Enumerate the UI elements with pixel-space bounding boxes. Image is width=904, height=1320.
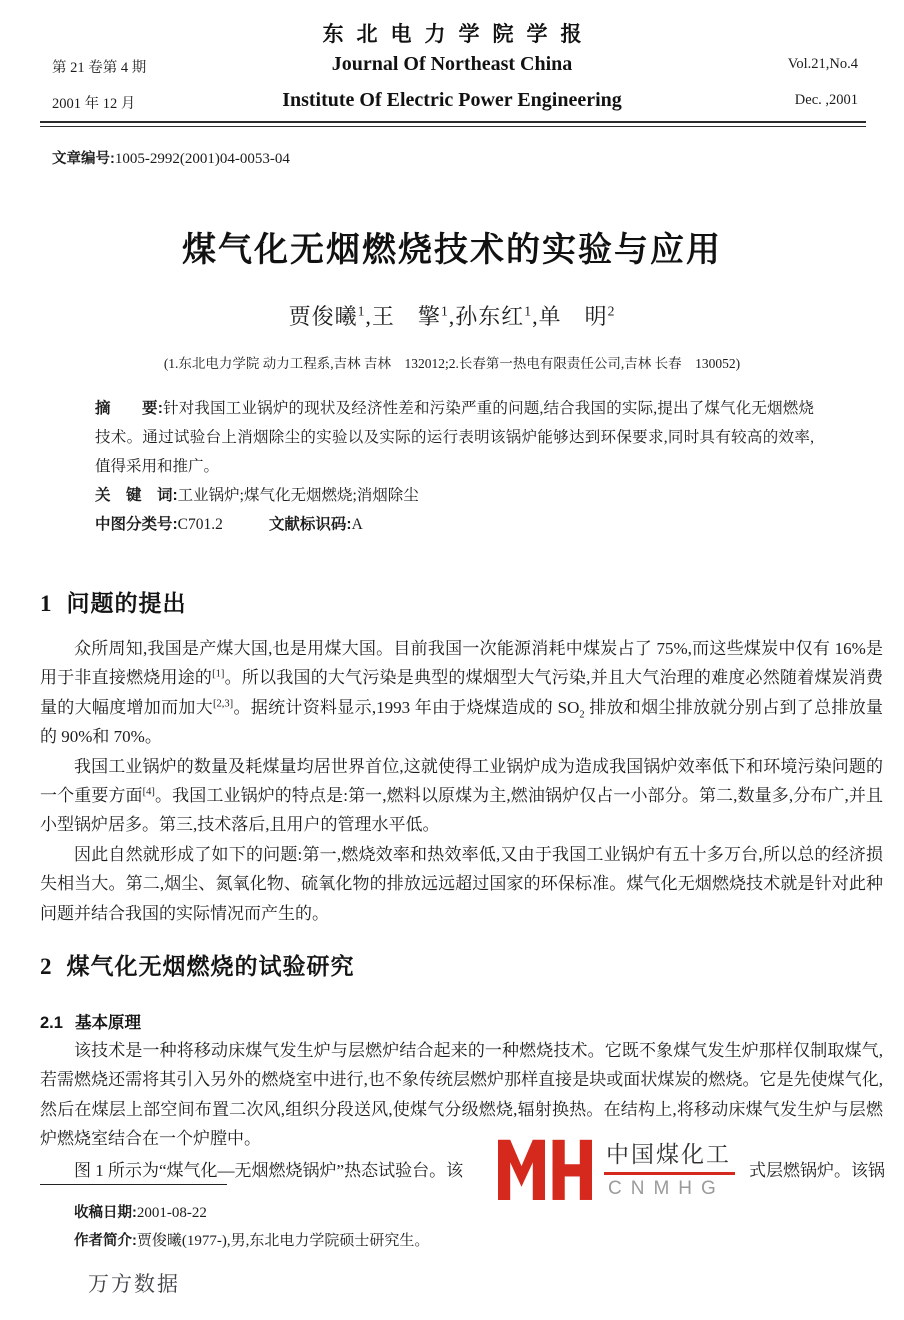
author-bio-value: 贾俊曦(1977-),男,东北电力学院硕士研究生。: [136, 1233, 430, 1249]
clc-value: C701.2: [177, 516, 223, 533]
figure-1-sentence-start: 图 1 所示为“煤气化—无烟燃烧锅炉”热态试验台。该: [74, 1161, 464, 1180]
section-1-title: 问题的提出: [66, 591, 187, 616]
coal-chem-logo-icon: [498, 1136, 592, 1200]
journal-title-cn: 东北电力学院学报: [322, 23, 595, 46]
received-date-line: [74, 1201, 207, 1222]
paragraph: 该技术是一种将移动床煤气发生炉与层燃炉结合起来的一种燃烧技术。它既不象煤气发生炉那样仅制取煤气,若需燃烧还需将其引入另外的燃烧室中进行,也不象传统层燃炉那样直接是块或面状煤炭的燃烧。它是先使煤气化,然后在煤层上部空间布置二次风,组织分段送风,使煤气分级燃烧,辐射换热。在结构上,将移动床煤气发生炉与层燃炉燃烧室结合在一个炉膛中。: [40, 1041, 883, 1149]
article-number-value: 1005-2992(2001)04-0053-04: [114, 151, 290, 167]
paragraph: 众所周知,我国是产煤大国,也是用煤大国。目前我国一次能源消耗中煤炭占了 75%,而这些煤炭中仅有 16%是用于非直接燃烧用途的[1]。所以我国的大气污染是典型的煤烟型大气污染,并且大气治理的难度必然随着煤炭消费量的大幅度增加而加大[2,3]。据统计资料显示,1993 年由于烧煤造成的 $SO_2$ 排放和烟尘排放就分别占到了总排放量的 90%和 70%。: [40, 639, 884, 747]
clc-label: 中图分类号:: [95, 516, 178, 533]
section-1-number: 1: [40, 591, 53, 616]
section-2-1-title: 基本原理: [74, 1014, 141, 1032]
section-2-body: [40, 1036, 883, 1154]
doc-code-label: 文献标识码:: [268, 516, 352, 533]
coal-chem-brand-cn: 中国煤化工: [604, 1136, 735, 1175]
author-bio-line: [74, 1229, 429, 1250]
received-date-value: 2001-08-22: [136, 1205, 207, 1221]
article-number: [52, 147, 290, 168]
keywords-line: [95, 481, 814, 510]
figure-1-sentence-end: 式层燃锅炉。该锅: [749, 1161, 885, 1180]
coal-chem-watermark: [498, 1136, 743, 1202]
footnote-divider: [40, 1184, 227, 1185]
abstract-paragraph: [95, 394, 814, 481]
abstract-block: [95, 394, 814, 539]
issue-info-cn: 第 21 卷第 4 期: [52, 60, 147, 76]
section-1-body: [40, 634, 883, 928]
wanfang-data-watermark: 万方数据: [88, 1273, 180, 1296]
volume-number-en: Vol.21,No.4: [787, 56, 858, 72]
header-divider: [40, 121, 866, 127]
section-2-1-number: 2.1: [40, 1014, 63, 1032]
paragraph: 因此自然就形成了如下的问题:第一,燃烧效率和热效率低,又由于我国工业锅炉有五十多万台,所以总的经济损失相当大。第二,烟尘、氮氧化物、硫氧化物的排放远远超过国家的环保标准。煤气化无烟燃烧技术就是针对此种问题并结合我国的实际情况而产生的。: [40, 844, 883, 923]
classification-line: [95, 510, 814, 539]
figure-1-sentence: [40, 1156, 885, 1185]
header-row-2: [0, 89, 904, 116]
article-number-label: 文章编号:: [52, 151, 115, 167]
paper-title: 煤气化无烟燃烧技术的实验与应用: [182, 231, 722, 269]
issue-date-cn: 2001 年 12 月: [52, 96, 136, 112]
coal-chem-brand-en: CNMHG: [608, 1178, 725, 1199]
journal-title-en-line2: Institute Of Electric Power Engineering: [282, 89, 622, 111]
keywords-text: 工业锅炉;煤气化无烟燃烧;消烟除尘: [177, 487, 419, 504]
issue-date-en: Dec. ,2001: [794, 92, 858, 108]
author-bio-label: 作者简介:: [74, 1233, 137, 1249]
doc-code-value: A: [351, 516, 363, 533]
affiliation-line: (1.东北电力学院 动力工程系,吉林 吉林 132012;2.长春第一热电有限责任公司,吉林 长春 130052): [163, 356, 741, 371]
abstract-label: 摘 要:: [95, 400, 163, 417]
abstract-text: 针对我国工业锅炉的现状及经济性差和污染严重的问题,结合我国的实际,提出了煤气化无烟燃烧技术。通过试验台上消烟除尘的实验以及实际的运行表明该锅炉能够达到环保要求,同时具有较高的效率,值得采用和推广。: [95, 400, 814, 475]
author-line: 贾俊曦$^1$,王 擎$^1$,孙东红$^1$,单 明$^2$: [288, 303, 616, 329]
section-2-1-heading: [40, 1009, 141, 1033]
paragraph: 我国工业锅炉的数量及耗煤量均居世界首位,这就使得工业锅炉成为造成我国锅炉效率低下和环境污染问题的一个重要方面[4]。我国工业锅炉的特点是:第一,燃料以原煤为主,燃油锅炉仅占一小部分。第二,数量多,分布广,并且小型锅炉居多。第三,技术落后,且用户的管理水平低。: [40, 756, 883, 835]
section-2-title: 煤气化无烟燃烧的试验研究: [66, 954, 355, 979]
received-date-label: 收稿日期:: [74, 1205, 137, 1221]
section-2-number: 2: [40, 954, 53, 979]
keywords-label: 关 键 词:: [95, 487, 178, 504]
section-2-heading: [40, 948, 355, 981]
journal-title-en-line1: Journal Of Northeast China: [331, 53, 573, 75]
section-1-heading: [40, 585, 187, 618]
coal-chem-text-block: [602, 1136, 743, 1202]
header-row-1: [0, 53, 904, 80]
